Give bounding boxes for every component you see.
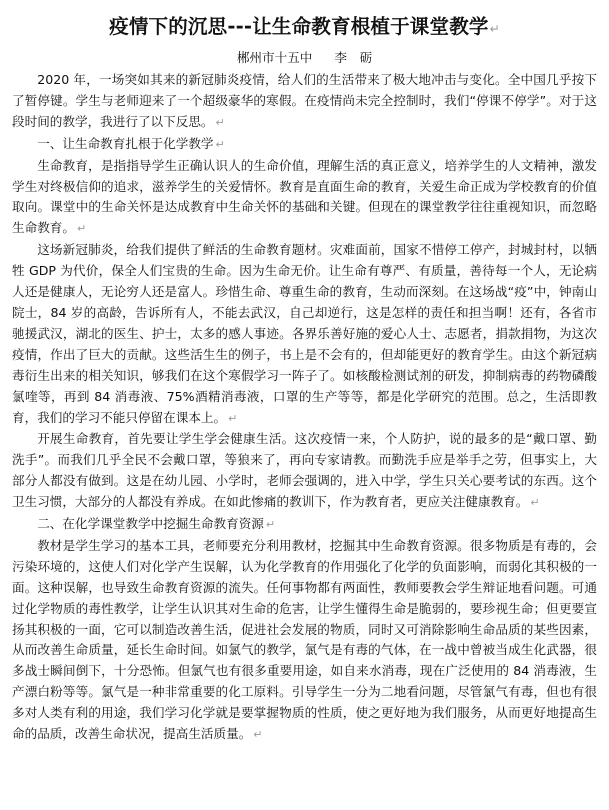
- section-heading-text: 一、让生命教育扎根于化学教学: [37, 135, 214, 151]
- paragraph-mark-icon: ↵: [215, 115, 225, 129]
- section-heading: [12, 514, 597, 536]
- document-title: [12, 14, 597, 42]
- paragraph-text: 生命教育，是指指导学生正确认识人的生命价值，理解生活的真正意义，培养学生的人文精神，激发学生对终极信仰的追求，滋养学生的关爱情怀。教育是直面生命的教育，关爱生命正成为学校教育的价值取向。课堂中的生命关怀是达成教育中生命关怀的基础和关键。但现在的课堂教学往往重视知识，而忽略生命教育。: [12, 157, 597, 236]
- author-name: 李 砺: [334, 50, 373, 65]
- paragraph-text: 这场新冠肺炎，给我们提供了鲜活的生命教育题材。灾难面前，国家不惜停工停产，封城封村，以牺牲 GDP 为代价，保全人们宝贵的生命。因为生命无价。让生命有尊严、有质量，善待每一个人，无论病人还是健康人，无论穷人还是富人。珍惜生命、尊重生命的教育，生动而深刻。在这场战“疫”中，钟南山院士，84 岁的高龄，告诉所有人，不能去武汉，自己却逆行，这是怎样的责任和担当啊！还有，各省市驰援武汉，湖北的医生、护士，太多的感人事迹。各界乐善好施的爱心人士、志愿者，捐款捐物，为这次疫情，作出了巨大的贡献。这些活生生的例子，书上是不会有的，但却能更好的教育学生。由这个新冠病毒衍生出来的相关知识，够我们在这个寒假学习一阵子了。如核酸检测试剂的研发，抑制病毒的药物磷酸氯喹等，再到 84 消毒液、75%酒精消毒液，口罩的生产等等，都是化学研究的范围。总之，生活即教育，我们的学习不能只停留在课本上。: [12, 242, 597, 425]
- section-heading-text: 二、在化学课堂教学中挖掘生命教育资源: [37, 516, 264, 532]
- paragraph-mark-icon: ↵: [76, 222, 87, 236]
- body-paragraph: [12, 156, 597, 241]
- body-paragraph: [12, 429, 597, 514]
- body-paragraph: [12, 240, 597, 429]
- body-paragraph: [12, 536, 597, 746]
- paragraph-text: 教材是学生学习的基本工具，老师要充分利用教材，挖掘其中生命教育资源。很多物质是有毒的，会污染环境的，这使人们对化学产生误解，认为化学教育的作用强化了化学的负面影响，而弱化其积极的一面。这种误解，也导致生命教育资源的流失。任何事物都有两面性，教师要教会学生辩证地看问题。可通过化学物质的毒性教学，让学生认识其对生命的危害，让学生懂得生命是脆弱的，要珍视生命；但更要宣扬其积极的一面，它可以制造改善生活，促进社会发展的物质，同时又可消除影响生命品质的某些因素，从而改善生命质量，延长生命时间。如氯气的教学，氯气是有毒的气体，在一战中曾被当成生化武器，很多战士瞬间倒下，十分恐怖。但氯气也有很多重要用途，如自来水消毒，现在广泛使用的 84 消毒液，生产漂白粉等等。氯气是一种非常重要的化工原料。引导学生一分为二地看问题，尽管氯气有毒，但也有很多对人类有利的用途，我们学习化学就是要掌握物质的性质，使之更好地为我们服务，从而更好地提高生命的品质，改善生命状况，提高生活质量。: [12, 537, 597, 742]
- author-unit: 郴州市十五中: [236, 50, 313, 65]
- document-body: [12, 70, 597, 746]
- author-line: [12, 48, 597, 68]
- paragraph-mark-icon: ↵: [265, 518, 276, 532]
- body-paragraph: [12, 70, 597, 134]
- paragraph-text: 开展生命教育，首先要让学生学会健康生活。这次疫情一来，个人防护，说的最多的是“戴口罩、勤洗手”。而我们几乎全民不会戴口罩，等狼来了，再向专家请教。而勤洗手应是举手之劳，但事实上，大部分人都没有做到。这是在幼儿园、小学时，老师会强调的，进入中学，学生只关心要考试的东西。这个卫生习惯，大部分的人都没有养成。在如此惨痛的教训下，作为教育者，更应关注健康教育。: [12, 431, 597, 510]
- paragraph-mark-icon: ↵: [253, 728, 263, 742]
- paragraph-text: 2020 年，一场突如其来的新冠肺炎疫情，给人们的生活带来了极大地冲击与变化。全中国几乎按下了暂停键。学生与老师迎来了一个超级豪华的寒假。在疫情尚未完全控制时，我们“停课不停学”。对于这段时间的教学，我进行了以下反思。: [12, 72, 597, 129]
- paragraph-mark-icon: ↵: [228, 411, 238, 425]
- section-heading: [12, 134, 597, 156]
- paragraph-mark-icon: ↵: [530, 496, 540, 510]
- paragraph-mark-icon: ↵: [489, 22, 500, 36]
- paragraph-mark-icon: ↵: [215, 137, 225, 151]
- document-title-text: 疫情下的沉思---让生命教育根植于课堂教学: [109, 15, 489, 38]
